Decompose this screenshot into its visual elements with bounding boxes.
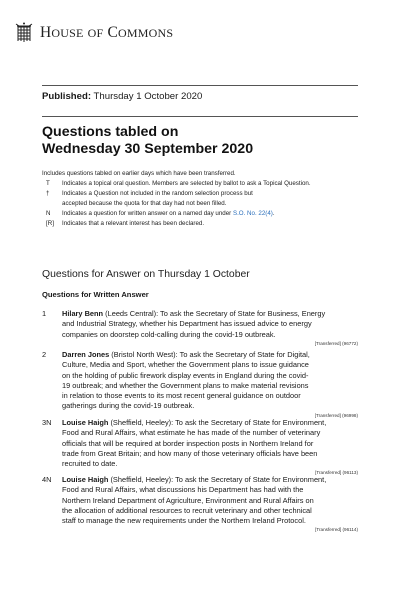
key-item: [42, 179, 362, 189]
page-title: [42, 124, 253, 158]
key-symbol: †: [46, 189, 50, 197]
question-body: Hilary Benn (Leeds Central): To ask the Secretary of State for Business, Energy and Industrial Strategy, whether his Department has issued advice to energy companies on doorstep cold-calling during the covid-19 outbreak. [Transferred] (96772): [62, 309, 358, 346]
key-symbol: N: [46, 209, 51, 217]
divider-top: [42, 85, 358, 86]
published-date: Thursday 1 October 2020: [93, 91, 203, 102]
portcullis-icon: [14, 22, 34, 44]
question-reference: [Transferred] (96114): [315, 527, 358, 533]
key-text: Indicates a Question not included in the random selection process but: [62, 189, 253, 197]
key-item: N Indicates a question for written answer on a named day under S.O. No. 22(4).: [42, 209, 362, 219]
key-text: Indicates that a relevant interest has been declared.: [62, 219, 205, 227]
constituency: (Sheffield, Heeley):: [108, 418, 174, 427]
question-reference: [Transferred] (96113): [315, 470, 358, 476]
published-line: [42, 91, 202, 102]
constituency: (Sheffield, Heeley):: [108, 475, 174, 484]
question-item: [42, 475, 358, 533]
member-name: Louise Haigh: [62, 475, 109, 484]
question-number: 1: [42, 309, 47, 318]
question-item: [42, 418, 358, 476]
member-name: Hilary Benn: [62, 309, 104, 318]
intro-note: Includes questions tabled on earlier days which have been transferred.: [42, 170, 236, 177]
question-item: [42, 309, 358, 347]
member-name: Louise Haigh: [62, 418, 109, 427]
question-number: 4N: [42, 475, 52, 484]
title-line-2: Wednesday 30 September 2020: [42, 141, 254, 157]
key-symbol: T: [46, 179, 50, 187]
divider-bottom: [42, 116, 358, 117]
question-item: [42, 350, 358, 419]
question-reference: [Transferred] (96998): [314, 412, 358, 418]
published-label: Published:: [42, 91, 92, 102]
key-item: [42, 189, 362, 209]
constituency: (Leeds Central):: [103, 309, 159, 318]
section-heading: Questions for Answer on Thursday 1 October: [42, 269, 250, 280]
key-symbol: [R]: [46, 219, 54, 227]
key-text: Indicates a topical oral question. Members are selected by ballot to ask a Topical Question.: [62, 179, 311, 187]
standing-order-link[interactable]: S.O. No. 22(4): [232, 209, 273, 217]
sub-heading: Questions for Written Answer: [42, 290, 149, 299]
title-line-1: Questions tabled on: [42, 124, 179, 140]
question-body: Louise Haigh (Sheffield, Heeley): To ask the Secretary of State for Environment, Food and Rural Affairs, what estimate he has made of the number of veterinary officials that will be required at border inspection posts in Northern Ireland for trade from Great Britain; and how many of those veterinary officials have been recruited to date. [Transferred] (96113): [62, 418, 358, 476]
question-body: Louise Haigh (Sheffield, Heeley): To ask the Secretary of State for Environment, Food and Rural Affairs, what discussions his Department has had with the Northern Ireland Department of Agriculture, Environment and Rural Affairs on the allocation of additional resources to recruit veterinary and other technical staff to manage the new requirements under the Northern Ireland Protocol. [Transferred] (96114): [62, 475, 358, 533]
question-number: 3N: [42, 418, 52, 427]
intro-key: [42, 169, 362, 228]
member-name: Darren Jones: [62, 350, 110, 359]
question-number: 2: [42, 350, 47, 359]
document-header: [14, 22, 173, 44]
question-reference: [Transferred] (96772): [314, 340, 358, 346]
key-item: [42, 219, 362, 229]
house-name: HOUSE OF COMMONS: [40, 24, 174, 41]
constituency: (Bristol North West):: [109, 350, 178, 359]
question-body: Darren Jones (Bristol North West): To ask the Secretary of State for Digital, Culture, Media and Sport, whether the Government plans to issue guidance on the holding of public firework display events in England during the covid- 19 outbreak; and whether the Government plans to make material revisions in relation to those events to its most recent general guidance on outdoor gatherings during the covid-19 outbreak. [Transferred] (96998): [62, 350, 358, 418]
key-text: Indicates a question for written answer on a named day under: [62, 209, 233, 217]
key-text-continued: accepted because the quota for that day had not been filled.: [62, 199, 227, 207]
